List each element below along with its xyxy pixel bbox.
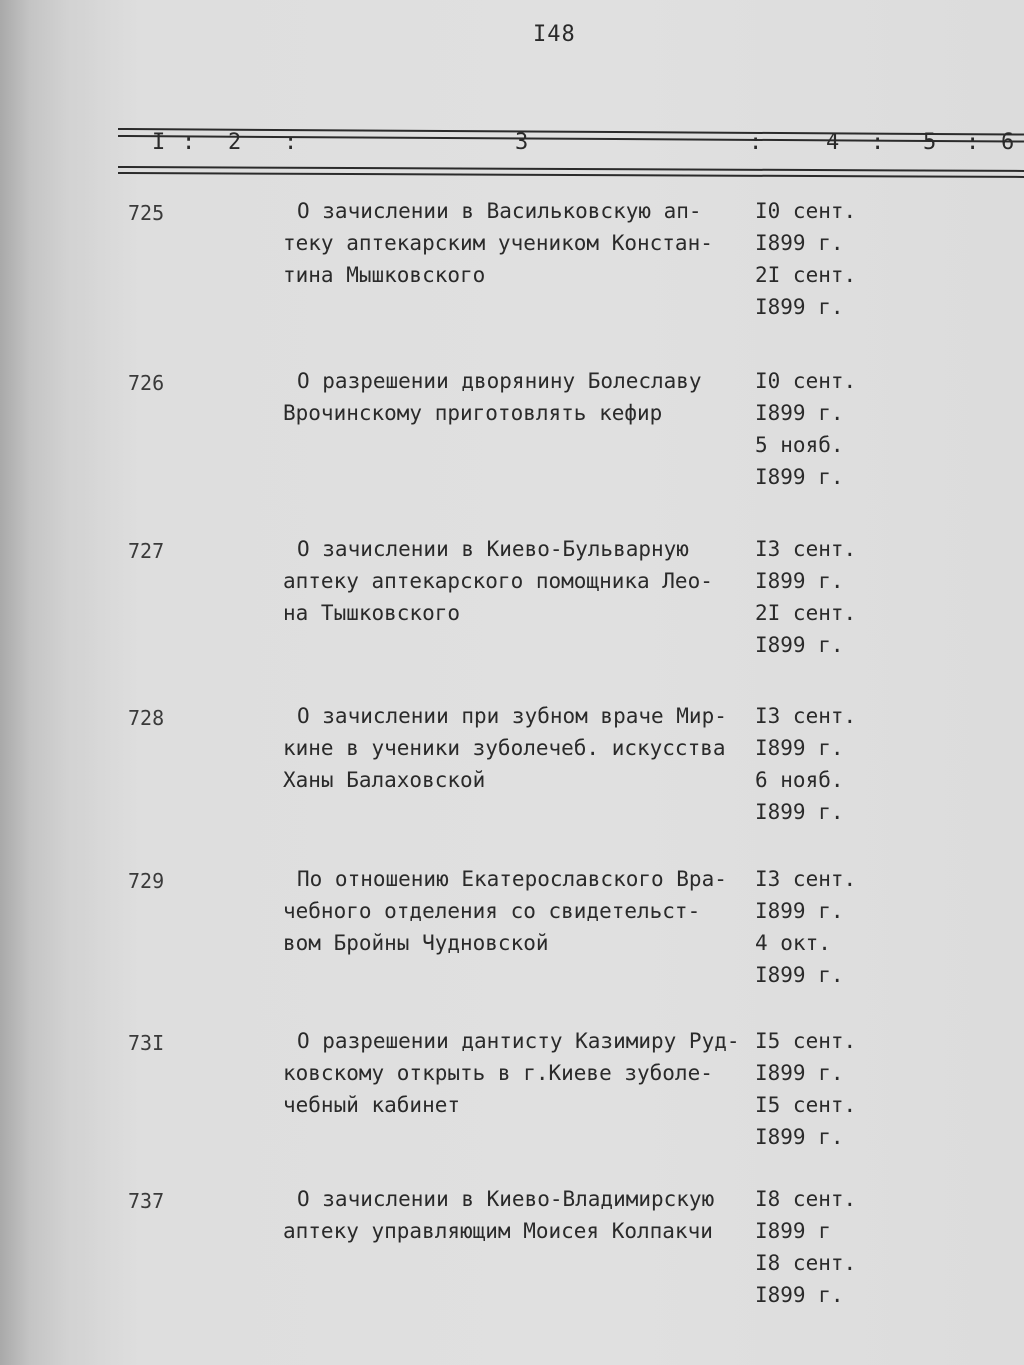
description-line: Ханы Балаховской: [283, 768, 486, 792]
entry-number: 73I: [128, 1031, 165, 1055]
description-line: О зачислении в Васильковскую ап-: [297, 199, 702, 223]
entry-number: 729: [128, 869, 165, 893]
description-line: По отношению Екатерославского Вра-: [297, 867, 727, 891]
entry-description: [283, 365, 753, 429]
entry-number: 725: [128, 201, 165, 225]
entry-dates: [755, 533, 885, 661]
book-spine-shadow: [0, 0, 95, 1365]
entry-dates: [755, 365, 885, 493]
date-end: I5 сент.: [755, 1093, 857, 1117]
date-start-year: I899 г.: [755, 899, 844, 923]
date-start-year: I899 г.: [755, 401, 844, 425]
description-line: тина Мышковского: [283, 263, 486, 287]
entry-number: 726: [128, 371, 165, 395]
date-end-year: I899 г.: [755, 800, 844, 824]
column-header-4: 4: [826, 130, 840, 155]
column-header-5: 5: [923, 130, 937, 155]
entry-description: [283, 1183, 753, 1247]
column-header-3: 3: [515, 130, 529, 155]
date-end: 5 нояб.: [755, 433, 844, 457]
entry-dates: [755, 863, 885, 991]
date-end: 4 окт.: [755, 931, 831, 955]
description-line: чебного отделения со свидетельст-: [283, 899, 701, 923]
entry-dates: [755, 700, 885, 828]
header-rule-bottom-inner: [118, 172, 1024, 178]
description-line: Врочинскому приготовлять кефир: [283, 401, 663, 425]
column-separator: :: [182, 130, 196, 155]
description-line: О зачислении в Киево-Бульварную: [297, 537, 689, 561]
entry-number: 737: [128, 1189, 165, 1213]
date-end-year: I899 г.: [755, 465, 844, 489]
date-start: I3 сент.: [755, 704, 857, 728]
column-header-6: 6: [1001, 130, 1015, 155]
description-line: О разрешении дантисту Казимиру Руд-: [297, 1029, 740, 1053]
column-header-1: I: [152, 130, 166, 155]
date-start: I0 сент.: [755, 369, 857, 393]
column-separator: :: [966, 130, 980, 155]
date-end-year: I899 г.: [755, 963, 844, 987]
date-start-year: I899 г: [755, 1219, 831, 1243]
entry-description: [283, 195, 753, 291]
date-end: 6 нояб.: [755, 768, 844, 792]
column-separator: :: [284, 130, 298, 155]
column-header-2: 2: [228, 130, 242, 155]
date-start-year: I899 г.: [755, 231, 844, 255]
entry-description: [283, 533, 753, 629]
entry-dates: [755, 1183, 885, 1311]
description-line: аптеку управляющим Моисея Колпакчи: [283, 1219, 713, 1243]
entry-dates: [755, 1025, 885, 1153]
description-line: О зачислении при зубном враче Мир-: [297, 704, 727, 728]
date-end-year: I899 г.: [755, 1283, 844, 1307]
column-separator: :: [871, 130, 885, 155]
column-separator: :: [749, 130, 763, 155]
page-number: I48: [533, 22, 576, 47]
date-end-year: I899 г.: [755, 1125, 844, 1149]
entry-description: [283, 1025, 753, 1121]
description-line: О разрешении дворянину Болеславу: [297, 369, 702, 393]
column-headers: [0, 130, 1024, 170]
description-line: О зачислении в Киево-Владимирскую: [297, 1187, 715, 1211]
entry-number: 728: [128, 706, 165, 730]
entry-dates: [755, 195, 885, 323]
date-start: I5 сент.: [755, 1029, 857, 1053]
entry-description: [283, 700, 753, 796]
description-line: аптеку аптекарского помощника Лео-: [283, 569, 713, 593]
date-end-year: I899 г.: [755, 633, 844, 657]
date-end: 2I сент.: [755, 263, 857, 287]
date-start: I8 сент.: [755, 1187, 857, 1211]
entry-description: [283, 863, 753, 959]
description-line: на Тышковского: [283, 601, 461, 625]
date-end: 2I сент.: [755, 601, 857, 625]
date-end: I8 сент.: [755, 1251, 857, 1275]
date-start: I3 сент.: [755, 537, 857, 561]
date-start-year: I899 г.: [755, 569, 844, 593]
date-end-year: I899 г.: [755, 295, 844, 319]
description-line: кине в ученики зуболечеб. искусства: [283, 736, 726, 760]
date-start-year: I899 г.: [755, 736, 844, 760]
description-line: вом Бройны Чудновской: [283, 931, 549, 955]
date-start: I3 сент.: [755, 867, 857, 891]
date-start-year: I899 г.: [755, 1061, 844, 1085]
description-line: чебный кабинет: [283, 1093, 461, 1117]
date-start: I0 сент.: [755, 199, 857, 223]
description-line: теку аптекарским учеником Констан-: [283, 231, 713, 255]
description-line: ковскому открыть в г.Киеве зуболе-: [283, 1061, 713, 1085]
entry-number: 727: [128, 539, 165, 563]
